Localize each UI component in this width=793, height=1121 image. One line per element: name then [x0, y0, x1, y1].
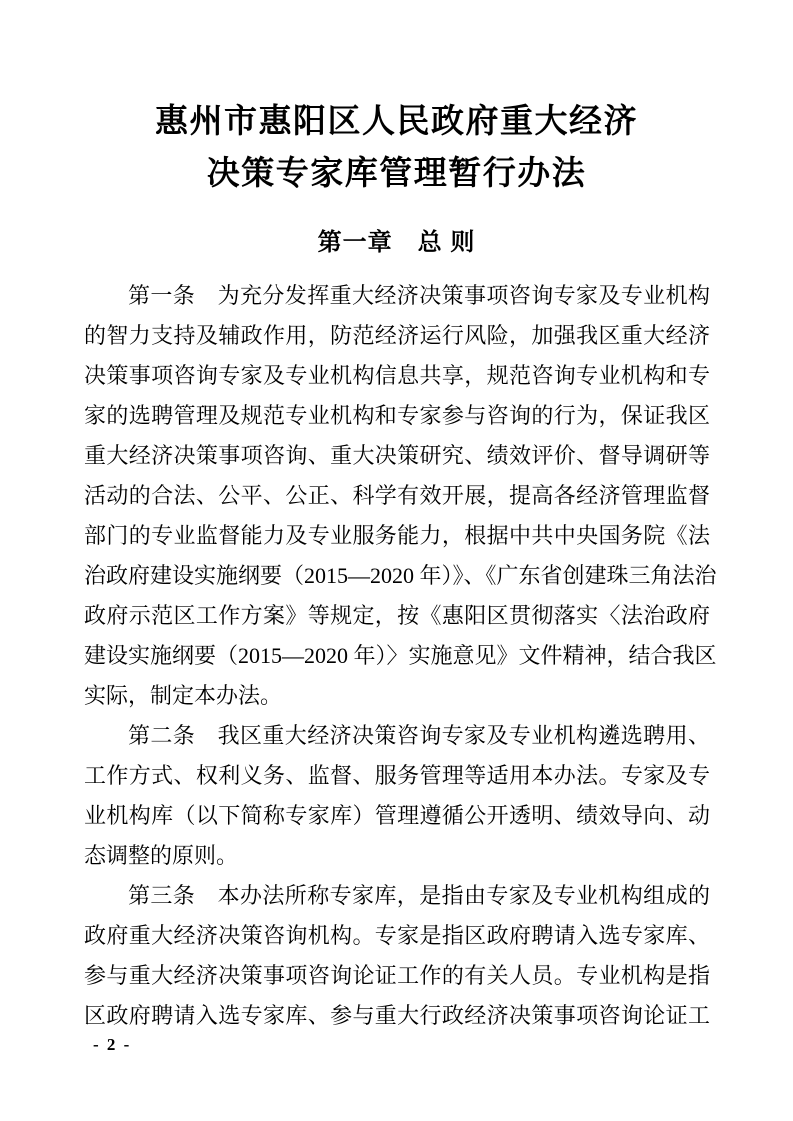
body-line: 参与重大经济决策事项咨询论证工作的有关人员。专业机构是指 — [84, 963, 710, 988]
chapter-heading: 第一章 总 则 — [317, 229, 476, 256]
body-line: 第三条 本办法所称专家库，是指由专家及专业机构组成的 — [128, 883, 710, 908]
body-line: 治政府建设实施纲要（2015—2020 年）》、《广东省创建珠三角法治 — [84, 563, 717, 588]
body-line: 业机构库（以下简称专家库）管理遵循公开透明、绩效导向、动 — [84, 803, 710, 828]
body-line: 政府示范区工作方案》等规定，按《惠阳区贯彻落实〈法治政府 — [84, 603, 710, 628]
body-line: 态调整的原则。 — [84, 843, 239, 868]
article-paragraph-2 — [84, 716, 710, 876]
article-paragraph-1 — [84, 276, 717, 716]
body-line: 区政府聘请入选专家库、参与重大行政经济决策事项咨询论证工 — [84, 1003, 710, 1028]
title-line-1: 惠州市惠阳区人民政府重大经济 — [155, 104, 638, 140]
body-line: 政府重大经济决策咨询机构。专家是指区政府聘请入选专家库、 — [84, 923, 710, 948]
body-line: 实际，制定本办法。 — [84, 683, 283, 708]
body-line: 的智力支持及辅政作用，防范经济运行风险，加强我区重大经济 — [84, 323, 710, 348]
body-line: 部门的专业监督能力及专业服务能力，根据中共中央国务院《法 — [84, 523, 710, 548]
body-line: 活动的合法、公平、公正、科学有效开展，提高各经济管理监督 — [84, 483, 710, 508]
article-paragraph-3 — [84, 876, 710, 1036]
body-line: 建设实施纲要（2015—2020 年）〉实施意见》文件精神，结合我区 — [84, 643, 717, 668]
document-body — [84, 276, 717, 1036]
body-line: 工作方式、权利义务、监督、服务管理等适用本办法。专家及专 — [84, 763, 710, 788]
body-line: 第二条 我区重大经济决策咨询专家及专业机构遴选聘用、 — [128, 723, 710, 748]
page-number: - 2 - — [93, 1035, 132, 1054]
document-title — [0, 96, 793, 200]
body-line: 第一条 为充分发挥重大经济决策事项咨询专家及专业机构 — [128, 283, 710, 308]
body-line: 家的选聘管理及规范专业机构和专家参与咨询的行为，保证我区 — [84, 403, 710, 428]
body-line: 重大经济决策事项咨询、重大决策研究、绩效评价、督导调研等 — [84, 443, 710, 468]
body-line: 决策事项咨询专家及专业机构信息共享，规范咨询专业机构和专 — [84, 363, 710, 388]
title-line-2: 决策专家库管理暂行办法 — [206, 156, 587, 192]
